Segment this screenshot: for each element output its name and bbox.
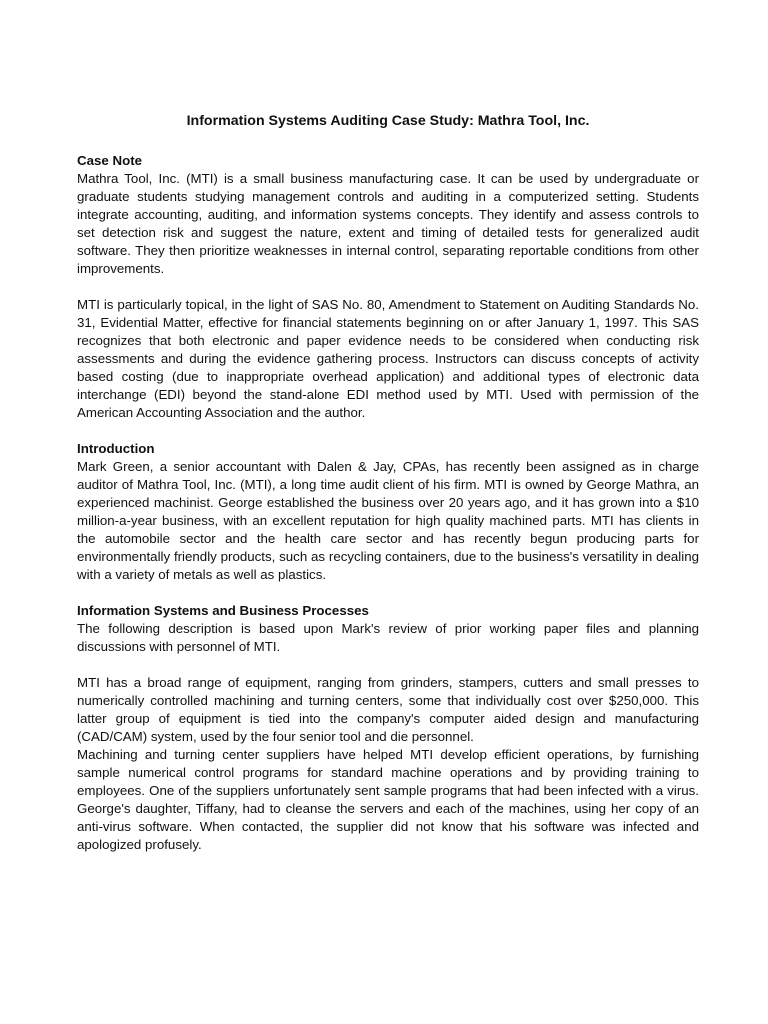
document-page <box>77 112 699 872</box>
information-systems-paragraph-2: MTI has a broad range of equipment, ranging from grinders, stampers, cutters and small presses to numerically controlled machining and turning centers, some that individually cost over $250,000. This latter group of equipment is tied into the company's computer aided design and manufacturing (CAD/CAM) system, used by the four senior tool and die personnel. <box>77 675 699 744</box>
section-heading-introduction: Introduction <box>77 441 155 456</box>
case-note-paragraph-2: MTI is particularly topical, in the light of SAS No. 80, Amendment to Statement on Auditing Standards No. 31, Evidential Matter, effective for financial statements beginning on or after January 1, 1997. This SAS recognizes that both electronic and paper evidence needs to be considered when conducting risk assessments and during the evidence gathering process. Instructors can discuss concepts of activity based costing (due to inappropriate overhead application) and additional types of electronic data interchange (EDI) beyond the stand-alone EDI method used by MTI. Used with permission of the American Accounting Association and the author. <box>77 297 699 420</box>
information-systems-paragraph-1: The following description is based upon Mark's review of prior working paper files and planning discussions with personnel of MTI. <box>77 621 699 654</box>
information-systems-paragraph-3: Machining and turning center suppliers have helped MTI develop efficient operations, by furnishing sample numerical control programs for standard machine operations and by providing training to employees. One of the suppliers unfortunately sent sample programs that had been infected with a virus. George's daughter, Tiffany, had to cleanse the servers and each of the machines, using her copy of an anti-virus software. When contacted, the supplier did not know that his software was infected and apologized profusely. <box>77 747 699 852</box>
section-heading-case-note: Case Note <box>77 153 143 168</box>
introduction-paragraph: Mark Green, a senior accountant with Dalen & Jay, CPAs, has recently been assigned as in charge auditor of Mathra Tool, Inc. (MTI), a long time audit client of his firm. MTI is owned by George Mathra, an experienced machinist. George established the business over 20 years ago, and it has grown into a $10 million-a-year business, with an excellent reputation for high quality machined parts. MTI has clients in the automobile sector and the health care sector and has recently begun producing parts for environmentally friendly products, such as recycling containers, due to the business's versatility in dealing with a variety of metals as well as plastics. <box>77 459 699 582</box>
section-heading-information-systems: Information Systems and Business Processes <box>77 603 369 618</box>
case-note-paragraph-1: Mathra Tool, Inc. (MTI) is a small business manufacturing case. It can be used by undergraduate or graduate students studying management controls and auditing in a computerized setting. Students integrate accounting, auditing, and information systems concepts. They identify and assess controls to set detection risk and suggest the nature, extent and timing of detailed tests for generalized audit software. They then prioritize weaknesses in internal control, separating reportable conditions from other improvements. <box>77 171 699 276</box>
document-title: Information Systems Auditing Case Study: Mathra Tool, Inc. <box>186 113 590 129</box>
